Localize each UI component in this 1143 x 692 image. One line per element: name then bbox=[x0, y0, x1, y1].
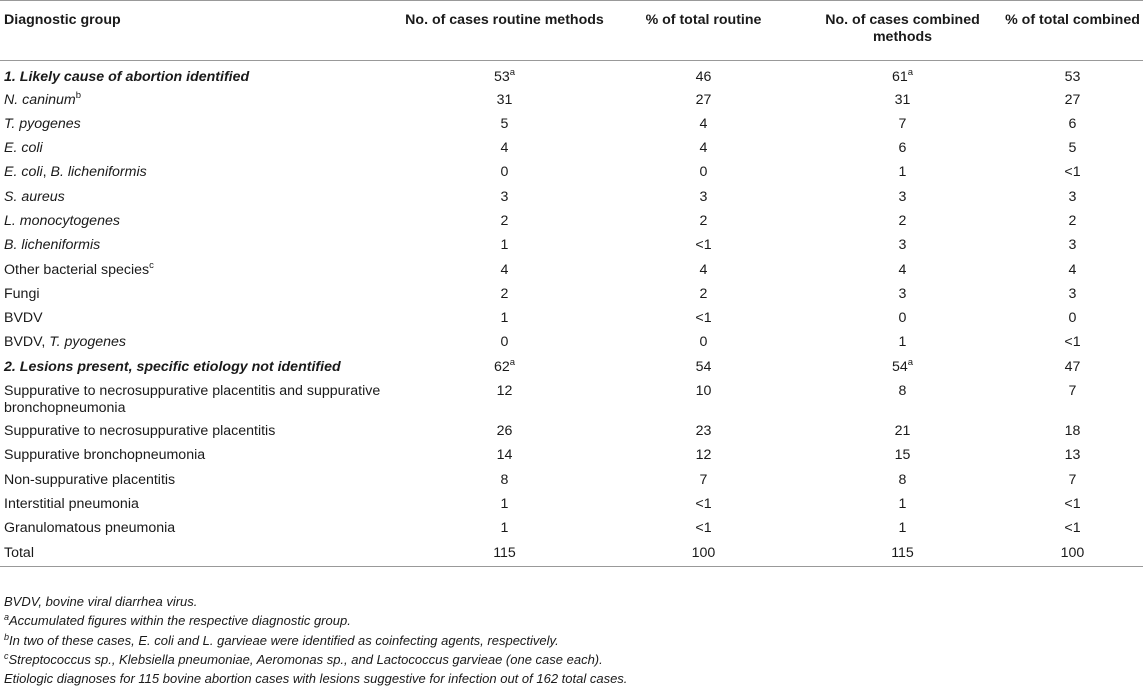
cell-cases-routine: 1 bbox=[500, 310, 509, 327]
header-pct-combined: % of total combined bbox=[1002, 1, 1143, 61]
table-row bbox=[0, 283, 1143, 307]
cell-cases-routine: 1 bbox=[500, 237, 509, 254]
cell-pct-combined: 7 bbox=[1068, 471, 1077, 488]
cell-pct-combined: 2 bbox=[1068, 212, 1077, 229]
cell-cases-combined: 4 bbox=[898, 261, 907, 278]
cell-pct-routine: 12 bbox=[695, 447, 712, 464]
cell-cases-combined: 15 bbox=[894, 447, 911, 464]
cell-pct-routine: 0 bbox=[699, 334, 708, 351]
row-label: BVDV, T. pyogenes bbox=[4, 334, 127, 351]
table-row bbox=[0, 186, 1143, 210]
cell-pct-combined: 18 bbox=[1064, 423, 1081, 440]
cell-cases-combined: 21 bbox=[894, 423, 911, 440]
row-label: T. pyogenes bbox=[4, 115, 81, 132]
table-row bbox=[0, 89, 1143, 113]
table-row bbox=[0, 356, 1143, 380]
cell-cases-combined: 2 bbox=[898, 212, 907, 229]
row-label: Suppurative bronchopneumonia bbox=[4, 447, 206, 464]
row-label: S. aureus bbox=[4, 188, 65, 205]
cell-cases-routine: 1 bbox=[500, 495, 509, 512]
cell-cases-routine: 4 bbox=[500, 261, 509, 278]
table-row bbox=[0, 517, 1143, 541]
header-cases-combined: No. of cases combined methods bbox=[803, 1, 1002, 61]
cell-pct-combined: <1 bbox=[1064, 334, 1081, 351]
row-label: Total bbox=[0, 542, 405, 567]
cell-pct-routine: 10 bbox=[695, 383, 712, 400]
cell-cases-routine: 2 bbox=[500, 285, 509, 302]
table-row bbox=[0, 234, 1143, 258]
table-row bbox=[0, 331, 1143, 355]
cell-cases-combined: 0 bbox=[898, 310, 907, 327]
cell-cases-combined: 1 bbox=[898, 334, 907, 351]
cell-cases-routine: 0 bbox=[500, 334, 509, 351]
cell-pct-combined: 3 bbox=[1068, 237, 1077, 254]
footnote-c: $^c$Streptococcus sp., Klebsiella pneumoniae, Aeromonas sp., and Lactococcus garvieae (one case each). bbox=[4, 650, 603, 667]
cell-cases-routine: 62$^a$ bbox=[493, 356, 516, 375]
row-label: Suppurative to necrosuppurative placentitis bbox=[4, 423, 276, 440]
cell-cases-combined: 8 bbox=[898, 471, 907, 488]
row-label: Fungi bbox=[4, 285, 40, 302]
cell-cases-routine: 2 bbox=[500, 212, 509, 229]
cell-cases-routine: 5 bbox=[500, 115, 509, 132]
footnote-a: $^a$Accumulated figures within the respective diagnostic group. bbox=[4, 612, 351, 629]
cell-pct-routine: 23 bbox=[695, 423, 712, 440]
cell-pct-routine: 100 bbox=[604, 542, 803, 567]
cell-pct-combined: <1 bbox=[1064, 164, 1081, 181]
table-row bbox=[0, 137, 1143, 161]
table-row bbox=[0, 61, 1143, 89]
cell-pct-combined: 3 bbox=[1068, 188, 1077, 205]
cell-cases-routine: 14 bbox=[496, 447, 513, 464]
table-row bbox=[0, 420, 1143, 444]
row-label: B. licheniformis bbox=[4, 237, 101, 254]
table-row bbox=[0, 210, 1143, 234]
row-label: Interstitial pneumonia bbox=[4, 495, 139, 512]
cell-pct-combined: <1 bbox=[1064, 520, 1081, 537]
cell-pct-routine: 46 bbox=[695, 69, 712, 85]
cell-pct-routine: <1 bbox=[695, 237, 712, 254]
cell-cases-combined: 54$^a$ bbox=[891, 356, 914, 375]
table-row bbox=[0, 113, 1143, 137]
row-label: Suppurative to necrosuppurative placentitis and suppurative bronchopneumonia bbox=[4, 383, 381, 417]
row-label: N. caninum$^b$ bbox=[4, 89, 82, 108]
cell-pct-combined: 6 bbox=[1068, 115, 1077, 132]
cell-cases-combined: 1 bbox=[898, 520, 907, 537]
row-label: BVDV bbox=[4, 310, 43, 327]
row-label: 2. Lesions present, specific etiology not identified bbox=[4, 358, 341, 375]
cell-pct-routine: 2 bbox=[699, 285, 708, 302]
footnote-b: $^b$In two of these cases, E. coli and L. garvieae were identified as coinfecting agents, respectively. bbox=[4, 631, 559, 648]
cell-pct-routine: 4 bbox=[699, 115, 708, 132]
cell-cases-routine: 8 bbox=[500, 471, 509, 488]
cell-pct-combined: 7 bbox=[1068, 383, 1077, 400]
cell-pct-combined: 0 bbox=[1068, 310, 1077, 327]
cell-pct-combined: 47 bbox=[1064, 358, 1081, 375]
cell-cases-combined: 7 bbox=[898, 115, 907, 132]
row-label: Granulomatous pneumonia bbox=[4, 520, 176, 537]
row-label: 1. Likely cause of abortion identified bbox=[4, 69, 250, 85]
cell-pct-combined: 53 bbox=[1064, 69, 1081, 85]
cell-pct-routine: <1 bbox=[695, 310, 712, 327]
table-row bbox=[0, 444, 1143, 468]
row-label: E. coli, B. licheniformis bbox=[4, 164, 147, 181]
cell-pct-combined: 100 bbox=[1002, 542, 1143, 567]
table-row bbox=[0, 493, 1143, 517]
row-label: Other bacterial species$^c$ bbox=[4, 259, 154, 278]
cell-cases-combined: 1 bbox=[898, 164, 907, 181]
table-row bbox=[0, 380, 1143, 420]
cell-cases-routine: 3 bbox=[500, 188, 509, 205]
table-row-total bbox=[0, 542, 1143, 567]
table-row bbox=[0, 259, 1143, 283]
cell-pct-routine: 7 bbox=[699, 471, 708, 488]
cell-pct-combined: 4 bbox=[1068, 261, 1077, 278]
cell-cases-routine: 26 bbox=[496, 423, 513, 440]
header-pct-routine: % of total routine bbox=[604, 1, 803, 61]
cell-pct-combined: 27 bbox=[1064, 91, 1081, 108]
cell-pct-combined: <1 bbox=[1064, 495, 1081, 512]
cell-pct-routine: <1 bbox=[695, 520, 712, 537]
row-label: Non-suppurative placentitis bbox=[4, 471, 176, 488]
table-row bbox=[0, 307, 1143, 331]
header-cases-routine: No. of cases routine methods bbox=[405, 1, 604, 61]
row-label: L. monocytogenes bbox=[4, 212, 120, 229]
footnote-abbreviation: BVDV, bovine viral diarrhea virus. bbox=[4, 594, 198, 609]
table-caption: Etiologic diagnoses for 115 bovine abortion cases with lesions suggestive for infection out of 162 total cases. bbox=[4, 671, 628, 687]
cell-cases-combined: 31 bbox=[894, 91, 911, 108]
cell-pct-routine: 2 bbox=[699, 212, 708, 229]
cell-cases-combined: 3 bbox=[898, 237, 907, 254]
cell-cases-routine: 4 bbox=[500, 140, 509, 157]
cell-pct-combined: 3 bbox=[1068, 285, 1077, 302]
table-row bbox=[0, 161, 1143, 185]
cell-pct-routine: 54 bbox=[695, 358, 712, 375]
table-row bbox=[0, 469, 1143, 493]
cell-cases-routine: 115 bbox=[405, 542, 604, 567]
cell-cases-routine: 1 bbox=[500, 520, 509, 537]
cell-cases-routine: 12 bbox=[496, 383, 513, 400]
cell-pct-combined: 13 bbox=[1064, 447, 1081, 464]
cell-pct-routine: <1 bbox=[695, 495, 712, 512]
cell-cases-combined: 115 bbox=[803, 542, 1002, 567]
cell-cases-combined: 3 bbox=[898, 188, 907, 205]
row-label: E. coli bbox=[4, 140, 43, 157]
cell-cases-routine: 0 bbox=[500, 164, 509, 181]
cell-cases-routine: 53$^a$ bbox=[493, 67, 516, 85]
cell-pct-routine: 4 bbox=[699, 140, 708, 157]
cell-cases-combined: 61$^a$ bbox=[891, 67, 914, 85]
cell-cases-combined: 1 bbox=[898, 495, 907, 512]
cell-pct-routine: 0 bbox=[699, 164, 708, 181]
cell-pct-routine: 3 bbox=[699, 188, 708, 205]
cell-pct-routine: 4 bbox=[699, 261, 708, 278]
header-diagnostic-group: Diagnostic group bbox=[0, 1, 405, 61]
cell-cases-combined: 6 bbox=[898, 140, 907, 157]
header-row bbox=[0, 1, 1143, 61]
cell-pct-routine: 27 bbox=[695, 91, 712, 108]
table-footnotes bbox=[4, 592, 1134, 688]
cell-pct-combined: 5 bbox=[1068, 140, 1077, 157]
cell-cases-routine: 31 bbox=[496, 91, 513, 108]
cell-cases-combined: 3 bbox=[898, 285, 907, 302]
cell-cases-combined: 8 bbox=[898, 383, 907, 400]
